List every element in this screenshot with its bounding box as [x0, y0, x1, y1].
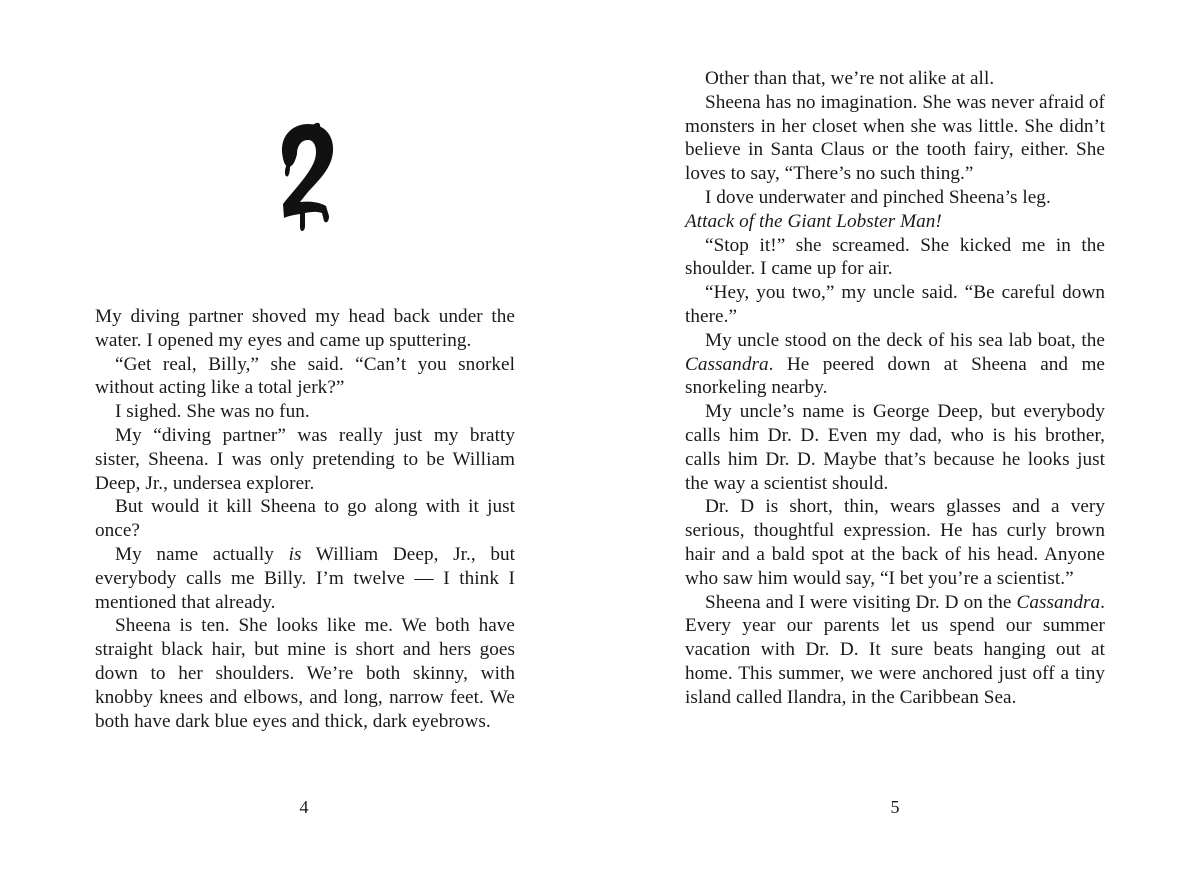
right-page-body — [685, 67, 1105, 710]
paragraph: “Get real, Billy,” she said. “Can’t you snorkel without acting like a total jerk?” — [95, 353, 515, 399]
text-run: William Deep, Jr., but everybody calls me Billy. I’m twelve — I think I mentioned that already. — [95, 543, 515, 613]
italic-text: is — [288, 543, 302, 565]
paragraph: “Hey, you two,” my uncle said. “Be careful down there.” — [685, 282, 1105, 327]
paragraph — [95, 543, 515, 614]
paragraph: But would it kill Sheena to go along with it just once? — [95, 496, 515, 542]
page-number: 4 — [299, 797, 309, 817]
dripping-number-two-icon — [272, 118, 342, 238]
text-run: . He peered down at Sheena and me snorkeling nearby. — [685, 353, 1105, 399]
paragraph: My uncle’s name is George Deep, but everybody calls him Dr. D. Even my dad, who is his brother, calls him Dr. D. Maybe that’s because he looks just the way a scientist should. — [685, 401, 1105, 494]
page-number: 5 — [890, 797, 900, 817]
left-page-body — [95, 305, 515, 733]
text-run: Sheena and I were visiting Dr. D on the — [705, 591, 1017, 613]
chapter-number — [272, 118, 342, 238]
paragraph — [685, 591, 1105, 710]
text-run: . Every year our parents let us spend our summer vacation with Dr. D. It sure beats hanging out at home. This summer, we were anchored just off a tiny island called Ilandra, in the Caribbean Sea. — [685, 591, 1105, 708]
paragraph: Sheena is ten. She looks like me. We both have straight black hair, but mine is short and hers goes down to her shoulders. We’re both skinny, with knobby knees and elbows, and long, narrow feet. We both have dark blue eyes and thick, dark eyebrows. — [95, 615, 515, 732]
italic-paragraph — [685, 210, 1105, 234]
paragraph: My diving partner shoved my head back under the water. I opened my eyes and came up sputtering. — [95, 306, 515, 351]
italic-text: Attack of the Giant Lobster Man! — [685, 210, 942, 232]
paragraph: I sighed. She was no fun. — [115, 401, 310, 423]
italic-text: Cassandra — [1016, 591, 1101, 613]
paragraph: My “diving partner” was really just my bratty sister, Sheena. I was only pretending to be William Deep, Jr., undersea explorer. — [95, 424, 515, 494]
paragraph: Dr. D is short, thin, wears glasses and a very serious, thoughtful expression. He has curly brown hair and a bald spot at the back of his head. Anyone who saw him would say, “I bet you’re a scientist.” — [685, 496, 1105, 589]
paragraph: Other than that, we’re not alike at all. — [705, 68, 995, 89]
paragraph — [685, 329, 1105, 400]
italic-text: Cassandra — [685, 353, 769, 375]
paragraph: “Stop it!” she screamed. She kicked me in the shoulder. I came up for air. — [685, 234, 1105, 280]
text-run: My uncle stood on the deck of his sea lab boat, the — [705, 329, 1105, 351]
text-run: My name actually — [115, 543, 289, 565]
paragraph: I dove underwater and pinched Sheena’s leg. — [705, 186, 1051, 208]
paragraph: Sheena has no imagination. She was never afraid of monsters in her closet when she was little. She didn’t believe in Santa Claus or the tooth fairy, either. She loves to say, “There’s no such thing.” — [685, 91, 1105, 185]
right-page — [600, 0, 1200, 872]
